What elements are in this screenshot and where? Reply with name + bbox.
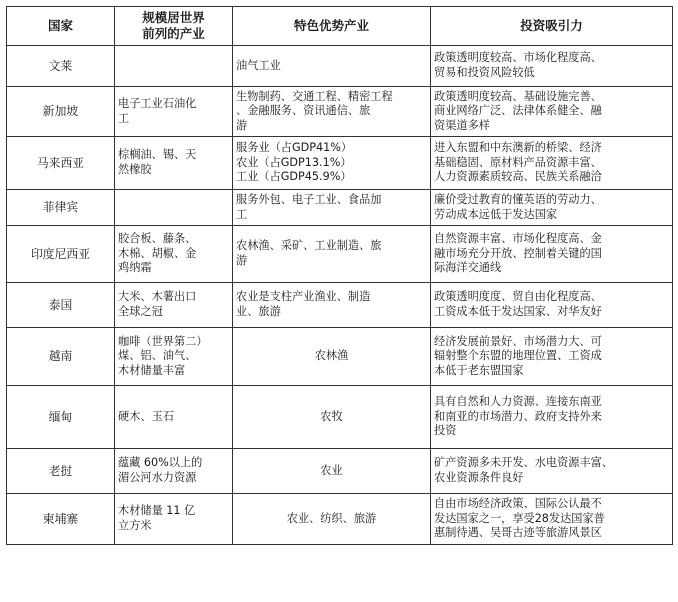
scale-industries-cell [115,87,233,137]
scale-industries-cell [115,226,233,283]
investment-appeal-cell-line: 惠制待遇、吴哥古迹等旅游风景区 [434,526,602,540]
scale-industries-cell-line: 硬木、玉石 [118,409,174,423]
scale-industries-cell-line: 胶合板、藤条、 [118,232,197,246]
scale-industries-cell-line: 电子工业石油化 [118,96,197,110]
investment-appeal-cell [431,190,673,226]
investment-appeal-cell [431,449,673,494]
header-investment-appeal: 投资吸引力 [431,7,673,46]
feature-industries-cell-line: 游 [236,254,248,267]
investment-appeal-cell [431,87,673,137]
feature-industries-cell-line: 农业是支柱产业渔业、制造 [236,290,371,304]
investment-appeal-cell [431,386,673,449]
country-cell: 老挝 [7,449,115,494]
scale-industries-cell-line: 全球之冠 [118,305,163,318]
investment-appeal-cell-line: 自由市场经济政策、国际公认最不 [434,497,602,511]
feature-industries-cell [233,226,431,283]
country-cell: 泰国 [7,283,115,328]
scale-industries-cell-line: 煤、铝、油气、 [118,349,197,363]
scale-industries-cell [115,386,233,449]
scale-industries-cell-line: 湄公河水力资源 [118,471,197,484]
feature-industries-cell-line: 农业 [320,463,343,477]
header-country: 国家 [7,7,115,46]
table-row [7,494,673,545]
table-row [7,449,673,494]
investment-appeal-cell [431,283,673,328]
scale-industries-cell-line: 大米、木薯出口 [118,290,197,304]
feature-industries-cell-line: 、金融服务、资讯通信、旅 [236,104,371,118]
scale-industries-cell [115,283,233,328]
table-row [7,226,673,283]
scale-industries-cell [115,190,233,226]
header-scale-line-1: 规模居世界 [142,10,205,25]
investment-appeal-cell [431,328,673,386]
investment-appeal-cell-line: 贸易和投资风险较低 [434,66,535,79]
investment-appeal-cell-line: 政策透明度度、贸自由化程度高、 [434,290,602,304]
investment-appeal-cell [431,46,673,87]
scale-industries-cell [115,137,233,190]
header-feature-industries: 特色优势产业 [233,7,431,46]
investment-appeal-cell-line: 自然资源丰富、市场化程度高、金 [434,232,602,246]
investment-appeal-cell-line: 融市场充分开放、控制着关键的国 [434,246,602,260]
country-cell: 越南 [7,328,115,386]
investment-appeal-cell-line: 政策透明度较高、基础设施完善、 [434,89,602,103]
feature-industries-cell-line: 服务业（占GDP41%） [236,141,353,155]
feature-industries-cell-line: 游 [236,118,248,132]
feature-industries-cell [233,46,431,87]
feature-industries-cell [233,283,431,328]
investment-appeal-cell-line: 和南亚的市场潜力、政府支持外来 [434,409,602,423]
scale-industries-cell [115,494,233,545]
feature-industries-cell-line: 油气工业 [236,58,281,72]
scale-industries-cell-line: 棕榈油、锡、天 [118,148,197,162]
header-row [7,7,673,46]
investment-appeal-cell-line: 劳动成本远低于发达国家 [434,207,558,221]
investment-appeal-cell-line: 进入东盟和中东澳新的桥梁、经济 [434,141,602,155]
scale-industries-cell-line: 咖啡（世界第二） [118,334,208,348]
table-row [7,328,673,386]
investment-appeal-cell-line: 本低于老东盟国家 [434,363,524,377]
asean-industry-table [6,6,673,545]
table-row [7,283,673,328]
investment-appeal-cell-line: 经济发展前景好、市场潜力大、可 [434,334,602,348]
investment-appeal-cell-line: 工资成本低于发达国家、对华友好 [434,305,602,318]
investment-appeal-cell-line: 资渠道多样 [434,118,490,132]
feature-industries-cell-line: 工业（占GDP45.9%） [236,170,352,184]
feature-industries-cell-line: 农牧 [320,409,343,423]
feature-industries-cell [233,328,431,386]
feature-industries-cell-line: 农业、纺织、旅游 [286,511,377,525]
country-cell: 新加坡 [7,87,115,137]
investment-appeal-cell-line: 投资 [434,424,457,438]
scale-industries-cell-line: 工 [118,111,130,125]
feature-industries-cell-line: 农业（占GDP13.1%） [236,155,352,169]
feature-industries-cell [233,449,431,494]
investment-appeal-cell-line: 商业网络广泛、法律体系健全、融 [434,104,602,118]
investment-appeal-cell-line: 际海洋交通线 [434,261,502,275]
investment-appeal-cell [431,137,673,190]
table-row [7,46,673,87]
scale-industries-cell-line: 木棉、胡椒、金 [118,246,197,260]
investment-appeal-cell-line: 农业资源条件良好 [434,471,524,484]
country-cell: 菲律宾 [7,190,115,226]
investment-appeal-cell [431,226,673,283]
feature-industries-cell-line: 工 [236,207,248,221]
scale-industries-cell-line: 鸡纳霜 [118,261,152,275]
table-row [7,386,673,449]
investment-appeal-cell-line: 基础稳固、原材料产品资源丰富、 [434,155,602,169]
table-row [7,137,673,190]
scale-industries-cell [115,449,233,494]
scale-industries-cell-line: 立方米 [118,519,152,532]
table-row [7,190,673,226]
country-cell: 柬埔寨 [7,494,115,545]
investment-appeal-cell-line: 发达国家之一，享受28发达国家普 [434,511,605,525]
feature-industries-cell-line: 农林渔 [314,349,349,363]
investment-appeal-cell-line: 具有自然和人力资源、连接东南亚 [434,395,602,409]
feature-industries-cell [233,87,431,137]
feature-industries-cell-line: 服务外包、电子工业、食品加 [236,192,382,206]
feature-industries-cell [233,386,431,449]
country-cell: 文莱 [7,46,115,87]
table-row [7,87,673,137]
feature-industries-cell-line: 业、旅游 [236,305,281,318]
header-scale-industries [115,7,233,46]
header-scale-line-2: 前列的产业 [142,26,205,41]
investment-appeal-cell-line: 人力资源素质较高、民族关系融洽 [434,170,602,184]
feature-industries-cell-line: 生物制药、交通工程、精密工程 [236,89,393,103]
scale-industries-cell [115,328,233,386]
scale-industries-cell-line: 蕴藏 60%以上的 [118,456,203,470]
feature-industries-cell [233,494,431,545]
investment-appeal-cell-line: 矿产资源多未开发、水电资源丰富、 [434,456,614,470]
feature-industries-cell [233,190,431,226]
feature-industries-cell [233,137,431,190]
country-cell: 缅甸 [7,386,115,449]
investment-appeal-cell [431,494,673,545]
scale-industries-cell-line: 木材储量 11 亿 [118,504,196,518]
country-cell: 印度尼西亚 [7,226,115,283]
scale-industries-cell-line: 木材储量丰富 [118,363,186,377]
feature-industries-cell-line: 农林渔、采矿、工业制造、旅 [236,239,382,253]
investment-appeal-cell-line: 辐射整个东盟的地理位置、工资成 [434,349,602,363]
investment-appeal-cell-line: 政策透明度较高、市场化程度高、 [434,51,602,65]
investment-appeal-cell-line: 廉价受过教育的懂英语的劳动力、 [434,192,602,206]
country-cell: 马来西亚 [7,137,115,190]
scale-industries-cell-line: 然橡胶 [118,163,152,176]
scale-industries-cell [115,46,233,87]
